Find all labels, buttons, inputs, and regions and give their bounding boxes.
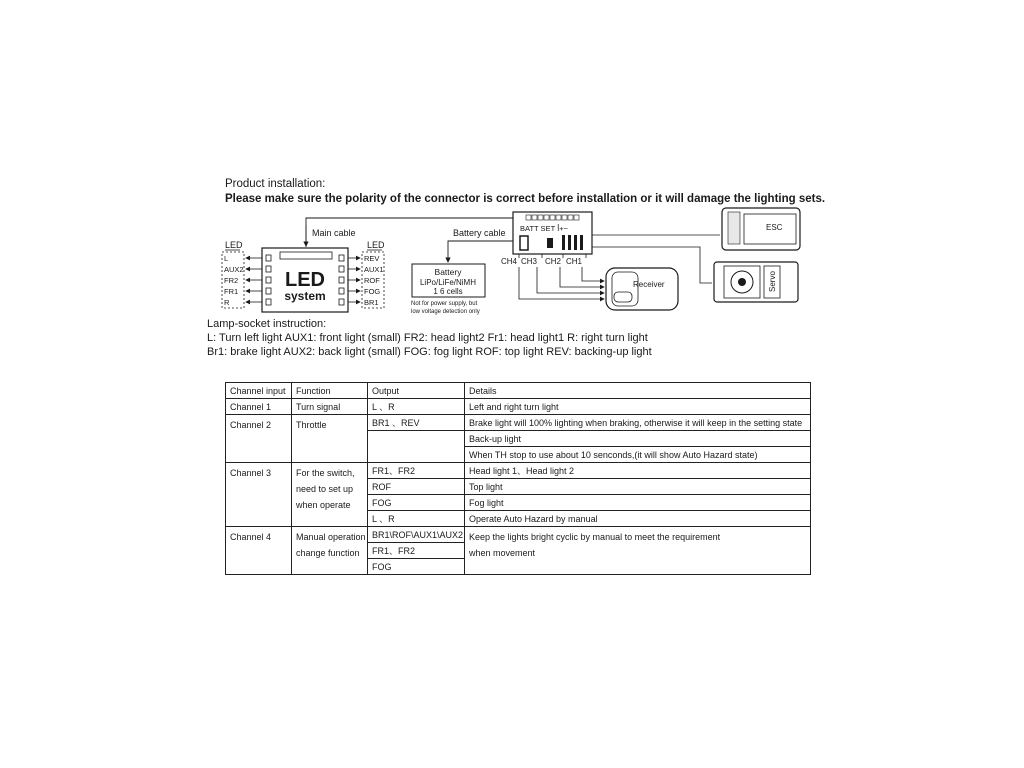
servo-label: Servo bbox=[768, 271, 777, 292]
ch3-function-line3: when operate bbox=[296, 500, 351, 510]
channel-label-ch3: CH3 bbox=[521, 257, 538, 266]
ch3-details-1: Head light 1、Head light 2 bbox=[465, 463, 811, 479]
ch4-details-line2: when movement bbox=[469, 548, 536, 558]
right-port-rof: ROF bbox=[364, 276, 380, 285]
ch2-details-1: Brake light will 100% lighting when braking, otherwise it will keep in the setting state bbox=[465, 415, 811, 431]
esc-unit bbox=[592, 208, 800, 250]
ch3-output-3: FOG bbox=[368, 495, 465, 511]
ch4-channel: Channel 4 bbox=[226, 527, 292, 575]
header-channel-input: Channel input bbox=[226, 383, 292, 399]
table-row bbox=[226, 399, 811, 415]
ch4-details bbox=[465, 527, 811, 575]
table-header-row bbox=[226, 383, 811, 399]
left-port-r: R bbox=[224, 298, 230, 307]
ch2-function: Throttle bbox=[292, 415, 368, 463]
ch1-details: Left and right turn light bbox=[465, 399, 811, 415]
esc-label: ESC bbox=[766, 223, 783, 232]
left-port-arrows bbox=[246, 258, 262, 302]
ch4-output-1: BR1\ROF\AUX1\AUX2 bbox=[368, 527, 465, 543]
right-led-label: LED bbox=[367, 240, 385, 250]
lamp-socket-line2: Br1: brake light AUX2: back light (small) FOG: fog light ROF: top light REV: backing-up light bbox=[207, 346, 652, 358]
ch2-details-3: When TH stop to use about 10 senconds,(it will show Auto Hazard state) bbox=[465, 447, 811, 463]
header-details: Details bbox=[465, 383, 811, 399]
table-row bbox=[226, 415, 811, 431]
table-row bbox=[226, 527, 811, 543]
channel-label-ch1: CH1 bbox=[566, 257, 583, 266]
left-port-fr1: FR1 bbox=[224, 287, 239, 296]
ch3-output-2: ROF bbox=[368, 479, 465, 495]
ch3-channel: Channel 3 bbox=[226, 463, 292, 527]
polarity-warning: Please make sure the polarity of the connector is correct before installation or it will damage the lighting sets. bbox=[225, 193, 826, 205]
battery-box-cells: 1 6 cells bbox=[433, 287, 463, 296]
ch2-output: BR1 、REV bbox=[368, 415, 465, 431]
ch1-channel: Channel 1 bbox=[226, 399, 292, 415]
ch3-details-4: Operate Auto Hazard by manual bbox=[465, 511, 811, 527]
right-port-rev: REV bbox=[364, 254, 380, 263]
ch1-function: Turn signal bbox=[292, 399, 368, 415]
product-installation-title: Product installation: bbox=[225, 178, 326, 190]
left-led-label: LED bbox=[225, 240, 243, 250]
left-port-aux2: AUX2 bbox=[224, 265, 244, 274]
header-function: Function bbox=[292, 383, 368, 399]
controller-module bbox=[501, 212, 592, 266]
ch4-function bbox=[292, 527, 368, 575]
receiver-wires bbox=[519, 267, 604, 299]
led-system-box bbox=[262, 248, 348, 312]
receiver-label: Receiver bbox=[633, 280, 665, 289]
ch3-function-line2: need to set up bbox=[296, 484, 354, 494]
left-led-socket-group bbox=[222, 240, 244, 308]
right-port-br1: BR1 bbox=[364, 298, 379, 307]
led-system-subtitle: system bbox=[284, 289, 326, 303]
battery-note-line1: Not for power supply, but bbox=[411, 301, 478, 307]
ch4-output-3: FOG bbox=[368, 559, 465, 575]
battery-group bbox=[411, 228, 516, 315]
ch2-output-empty bbox=[368, 431, 465, 463]
ch4-function-line2: change function bbox=[296, 548, 360, 558]
right-led-socket-group bbox=[362, 240, 385, 308]
ch4-function-line1: Manual operation bbox=[296, 532, 366, 542]
left-port-fr2: FR2 bbox=[224, 276, 239, 285]
led-system-title: LED bbox=[285, 269, 325, 291]
ch2-channel: Channel 2 bbox=[226, 415, 292, 463]
receiver-unit bbox=[606, 268, 678, 310]
controller-top-label: BATT SET ꟾ+− bbox=[520, 224, 569, 233]
main-cable-label: Main cable bbox=[312, 228, 356, 238]
channel-function-table bbox=[225, 382, 811, 575]
ch3-function-line1: For the switch, bbox=[296, 468, 355, 478]
lamp-socket-title: Lamp-socket instruction: bbox=[207, 318, 327, 330]
ch4-output-2: FR1、FR2 bbox=[368, 543, 465, 559]
ch2-details-2: Back-up light bbox=[465, 431, 811, 447]
right-port-arrows bbox=[348, 258, 360, 302]
battery-cable-label: Battery cable bbox=[453, 228, 506, 238]
ch1-output: L 、R bbox=[368, 399, 465, 415]
channel-label-ch4: CH4 bbox=[501, 257, 518, 266]
left-port-l: L bbox=[224, 254, 229, 263]
battery-note-line2: low voltage detection only bbox=[411, 309, 480, 315]
channel-label-ch2: CH2 bbox=[545, 257, 562, 266]
ch3-function bbox=[292, 463, 368, 527]
right-port-aux1: AUX1 bbox=[364, 265, 384, 274]
battery-box-type: LiPo/LiFe/NiMH bbox=[419, 278, 477, 287]
table-row bbox=[226, 463, 811, 479]
battery-box-title: Battery bbox=[434, 267, 462, 277]
lamp-socket-line1: L: Turn left light AUX1: front light (small) FR2: head light2 Fr1: head light1 R: right turn light bbox=[207, 332, 648, 344]
ch3-details-3: Fog light bbox=[465, 495, 811, 511]
ch3-output-4: L 、R bbox=[368, 511, 465, 527]
right-port-fog: FOG bbox=[364, 287, 381, 296]
ch3-output-1: FR1、FR2 bbox=[368, 463, 465, 479]
wiring-diagram bbox=[0, 0, 1024, 370]
ch3-details-2: Top light bbox=[465, 479, 811, 495]
ch4-details-line1: Keep the lights bright cyclic by manual to meet the requirement bbox=[469, 532, 721, 542]
header-output: Output bbox=[368, 383, 465, 399]
